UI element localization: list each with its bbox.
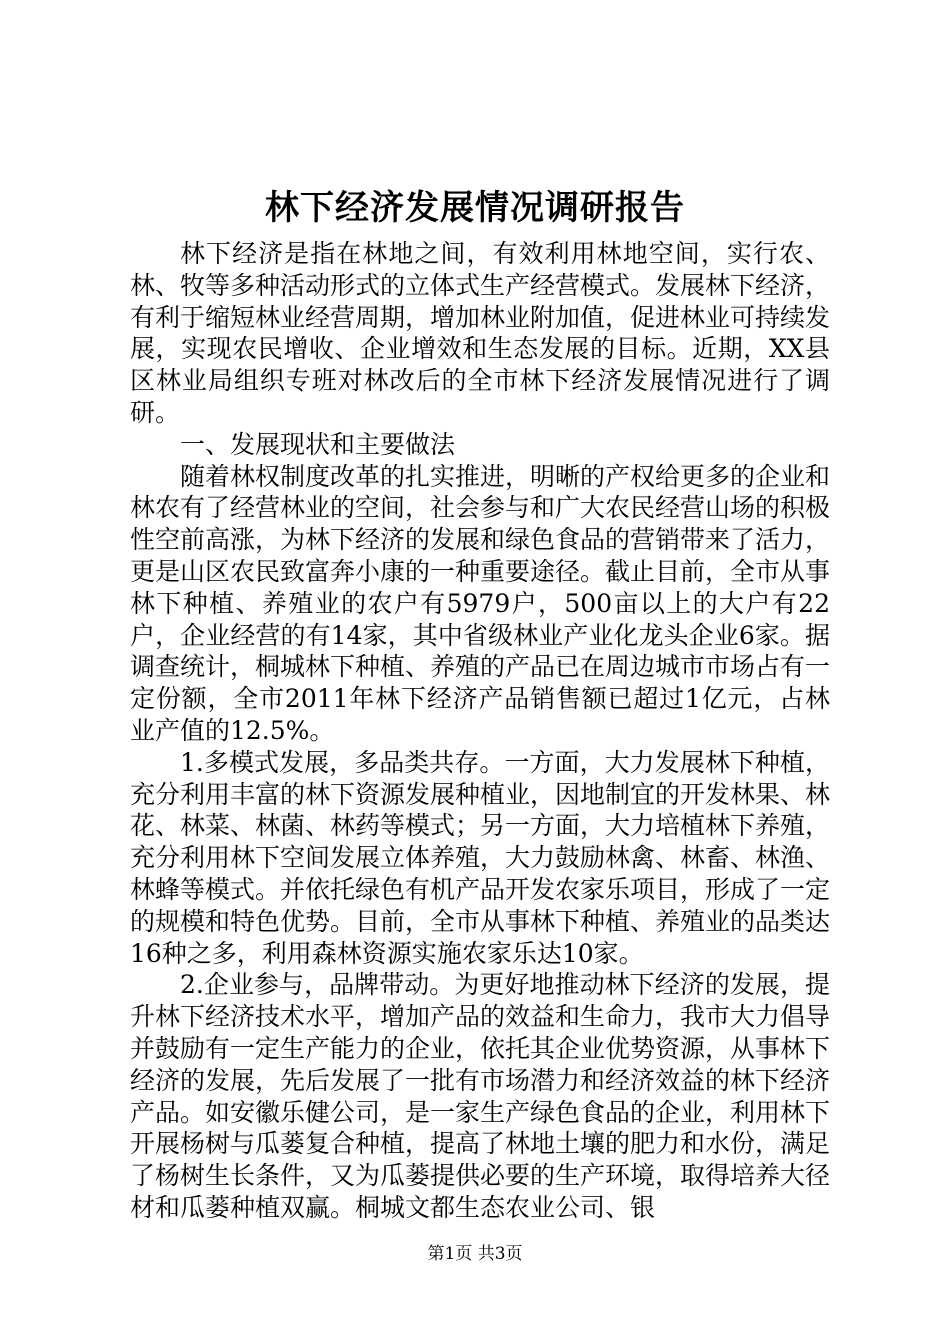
section-heading: 一、发展现状和主要做法 [180, 429, 456, 459]
paragraph-point-1: 1.多模式发展，多品类共存。一方面，大力发展林下种植，充分利用丰富的林下资源发展种植业，因地制宜的开发林果、林花、林菜、林菌、林药等模式；另一方面，大力培植林下养殖，充分利用林下空间发展立体养殖，大力鼓励林禽、林畜、林渔、林蜂等模式。并依托绿色有机产品开发农家乐项目，形成了一定的规模和特色优势。目前，全市从事林下种植、养殖业的品类达16种之多，利用森林资源实施农家乐达10家。 [130, 747, 831, 968]
paragraph-point-2: 2.企业参与，品牌带动。为更好地推动林下经济的发展，提升林下经济技术水平，增加产品的效益和生命力，我市大力倡导并鼓励有一定生产能力的企业，依托其企业优势资源，从事林下经济的发展，先后发展了一批有市场潜力和经济效益的林下经济产品。如安徽乐健公司，是一家生产绿色食品的企业，利用林下开展杨树与瓜蒌复合种植，提高了林地土壤的肥力和水份，满足了杨树生长条件，又为瓜蒌提供必要的生产环境，取得培养大径材和瓜蒌种植双赢。桐城文都生态农业公司、银 [130, 970, 831, 1222]
document-body [130, 238, 830, 1224]
paragraph-status: 随着林权制度改革的扎实推进，明晰的产权给更多的企业和林农有了经营林业的空间，社会参与和广大农民经营山场的积极性空前高涨，为林下经济的发展和绿色食品的营销带来了活力，更是山区农民致富奔小康的一种重要途径。截止目前，全市从事林下种植、养殖业的农户有5979户，500亩以上的大户有22户，企业经营的有14家，其中省级林业产业化龙头企业6家。据调查统计，桐城林下种植、养殖的产品已在周边城市市场占有一定份额，全市2011年林下经济产品销售额已超过1亿元，占林业产值的12.5%。 [130, 461, 831, 745]
page-number-footer: 第1页 共3页 [427, 1244, 523, 1264]
paragraph-intro: 林下经济是指在林地之间，有效利用林地空间，实行农、林、牧等多种活动形式的立体式生产经营模式。发展林下经济，有利于缩短林业经营周期，增加林业附加值，促进林业可持续发展，实现农民增收、企业增效和生态发展的目标。近期，XX县区林业局组织专班对林改后的全市林下经济发展情况进行了调研。 [130, 239, 831, 427]
page-title: 林下经济发展情况调研报告 [265, 188, 685, 228]
